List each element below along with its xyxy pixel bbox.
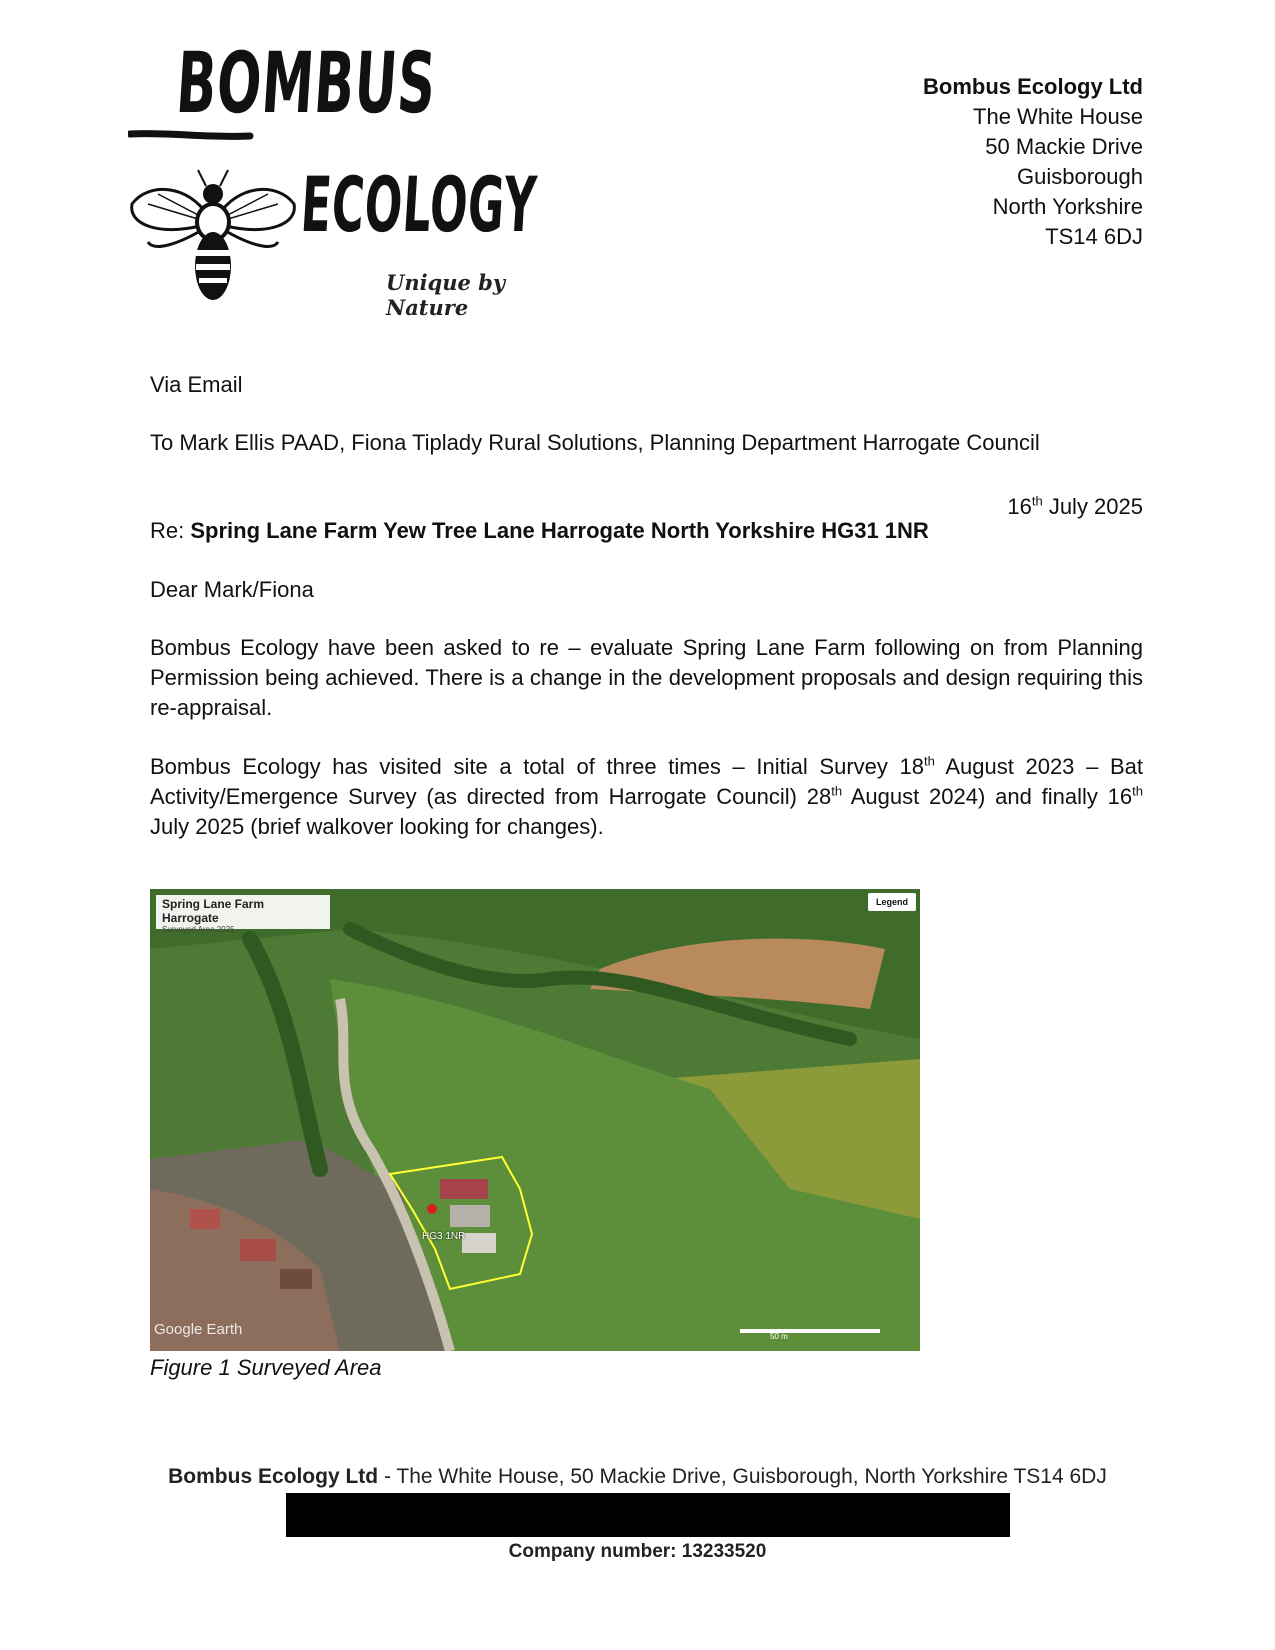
bee-icon <box>128 164 298 304</box>
footer-address <box>0 1465 1275 1489</box>
delivery-method: Via Email <box>150 372 243 397</box>
aerial-photo <box>150 889 920 1351</box>
company-number: Company number: 13233520 <box>508 1541 767 1562</box>
recipients: To Mark Ellis PAAD, Fiona Tiplady Rural Solutions, Planning Department Harrogate Council <box>150 430 1040 455</box>
footer-address-text: - The White House, 50 Mackie Drive, Guisborough, North Yorkshire TS14 6DJ <box>378 1465 1107 1488</box>
paragraph-2: Bombus Ecology has visited site a total of three times – Initial Survey 18th August 2023 – Bat Activity/Emergence Survey (as directed from Harrogate Council) 28th August 2024) and finally 16th July 2025 (brief walkover looking for changes). <box>150 753 1144 839</box>
map-postcode-label: HG3 1NR <box>422 1231 466 1242</box>
sender-line: The White House <box>973 104 1143 129</box>
sender-company: Bombus Ecology Ltd <box>923 74 1143 99</box>
logo-word-ecology: ECOLOGY <box>298 160 540 249</box>
sender-line: North Yorkshire <box>992 194 1143 219</box>
subject-label: Re: <box>150 518 191 543</box>
map-title-box <box>156 895 330 934</box>
map-scale: 50 m <box>770 1332 788 1341</box>
sender-line: Guisborough <box>1017 164 1143 189</box>
map-brand: Google Earth <box>154 1321 243 1338</box>
logo-tagline: Unique by Nature <box>386 270 506 320</box>
paragraph-1: Bombus Ecology have been asked to re – evaluate Spring Lane Farm following on from Planning Permission being achieved. There is a change in the development proposals and design requiring this re-appraisal. <box>150 635 1143 720</box>
subject-line <box>150 516 1143 546</box>
map-title: Spring Lane Farm Harrogate <box>162 897 265 925</box>
sender-address <box>923 72 1143 252</box>
figure-caption: Figure 1 Surveyed Area <box>150 1355 382 1380</box>
footer-company: Bombus Ecology Ltd <box>168 1465 379 1488</box>
sender-line: TS14 6DJ <box>1045 224 1143 249</box>
aerial-map-image <box>150 889 920 1351</box>
letter-date: 16th July 2025 <box>1007 493 1143 519</box>
sender-line: 50 Mackie Drive <box>985 134 1143 159</box>
map-legend: Legend <box>868 893 916 911</box>
redaction-bar <box>286 1493 1010 1537</box>
map-subtitle: Surveyed Area 2025 <box>162 925 235 934</box>
logo-word-bombus: BOMBUS <box>173 34 440 132</box>
company-logo <box>128 34 578 320</box>
subject-text: Spring Lane Farm Yew Tree Lane Harrogate North Yorkshire HG31 1NR <box>190 518 929 543</box>
salutation: Dear Mark/Fiona <box>150 577 314 602</box>
